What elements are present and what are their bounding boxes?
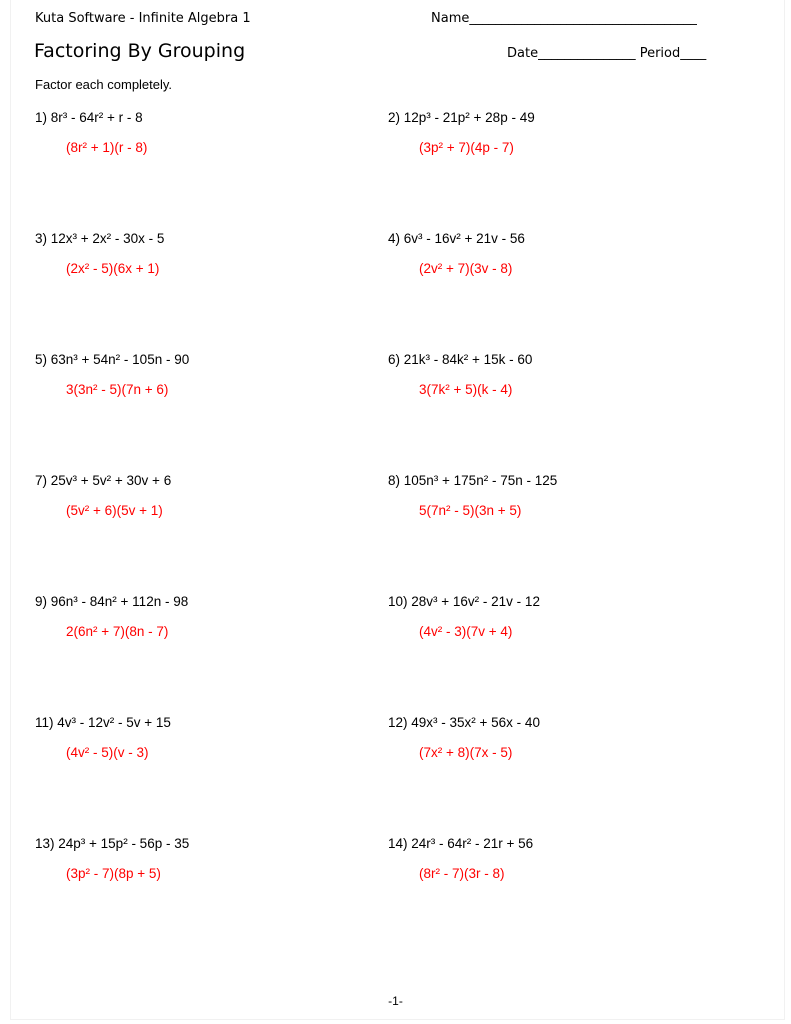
problem-question: 13) 24p³ + 15p² - 56p - 35 bbox=[35, 836, 190, 851]
problem-item bbox=[388, 594, 728, 654]
problem-item bbox=[35, 110, 375, 170]
problem-answer: (2v² + 7)(3v - 8) bbox=[419, 261, 513, 276]
problem-answer: 3(3n² - 5)(7n + 6) bbox=[66, 382, 169, 397]
problem-question: 3) 12x³ + 2x² - 30x - 5 bbox=[35, 231, 165, 246]
problem-question: 2) 12p³ - 21p² + 28p - 49 bbox=[388, 110, 535, 125]
problem-answer: 2(6n² + 7)(8n - 7) bbox=[66, 624, 169, 639]
problem-item bbox=[388, 715, 728, 775]
problem-item bbox=[35, 594, 375, 654]
instructions: Factor each completely. bbox=[35, 77, 173, 92]
problem-question: 4) 6v³ - 16v² + 21v - 56 bbox=[388, 231, 525, 246]
problem-question: 9) 96n³ - 84n² + 112n - 98 bbox=[35, 594, 189, 609]
problem-answer: (2x² - 5)(6x + 1) bbox=[66, 261, 160, 276]
problem-question: 11) 4v³ - 12v² - 5v + 15 bbox=[35, 715, 171, 730]
problem-question: 7) 25v³ + 5v² + 30v + 6 bbox=[35, 473, 172, 488]
source-label: Kuta Software - Infinite Algebra 1 bbox=[35, 11, 251, 26]
problem-question: 12) 49x³ - 35x² + 56x - 40 bbox=[388, 715, 540, 730]
problem-item bbox=[388, 836, 728, 896]
page-title: Factoring By Grouping bbox=[34, 40, 246, 62]
problem-answer: (3p² - 7)(8p + 5) bbox=[66, 866, 161, 881]
page-number: -1- bbox=[388, 994, 403, 1008]
problem-answer: (3p² + 7)(4p - 7) bbox=[419, 140, 514, 155]
problem-answer: 5(7n² - 5)(3n + 5) bbox=[419, 503, 522, 518]
date-period-field: Date_______________ Period____ bbox=[507, 46, 707, 61]
problem-answer: (4v² - 5)(v - 3) bbox=[66, 745, 149, 760]
problem-question: 1) 8r³ - 64r² + r - 8 bbox=[35, 110, 143, 125]
problem-question: 6) 21k³ - 84k² + 15k - 60 bbox=[388, 352, 533, 367]
name-field: Name___________________________________ bbox=[431, 11, 697, 26]
problem-item bbox=[35, 231, 375, 291]
problem-item bbox=[388, 473, 728, 533]
problem-item bbox=[388, 231, 728, 291]
problem-item bbox=[388, 352, 728, 412]
problem-answer: (7x² + 8)(7x - 5) bbox=[419, 745, 513, 760]
problem-item bbox=[388, 110, 728, 170]
problem-answer: 3(7k² + 5)(k - 4) bbox=[419, 382, 513, 397]
problem-question: 5) 63n³ + 54n² - 105n - 90 bbox=[35, 352, 190, 367]
problem-question: 10) 28v³ + 16v² - 21v - 12 bbox=[388, 594, 540, 609]
problem-answer: (8r² - 7)(3r - 8) bbox=[419, 866, 505, 881]
problem-answer: (8r² + 1)(r - 8) bbox=[66, 140, 148, 155]
problem-item bbox=[35, 473, 375, 533]
problem-question: 14) 24r³ - 64r² - 21r + 56 bbox=[388, 836, 534, 851]
problem-item bbox=[35, 836, 375, 896]
problem-answer: (4v² - 3)(7v + 4) bbox=[419, 624, 513, 639]
problem-answer: (5v² + 6)(5v + 1) bbox=[66, 503, 163, 518]
problem-question: 8) 105n³ + 175n² - 75n - 125 bbox=[388, 473, 558, 488]
problem-item bbox=[35, 352, 375, 412]
problem-item bbox=[35, 715, 375, 775]
